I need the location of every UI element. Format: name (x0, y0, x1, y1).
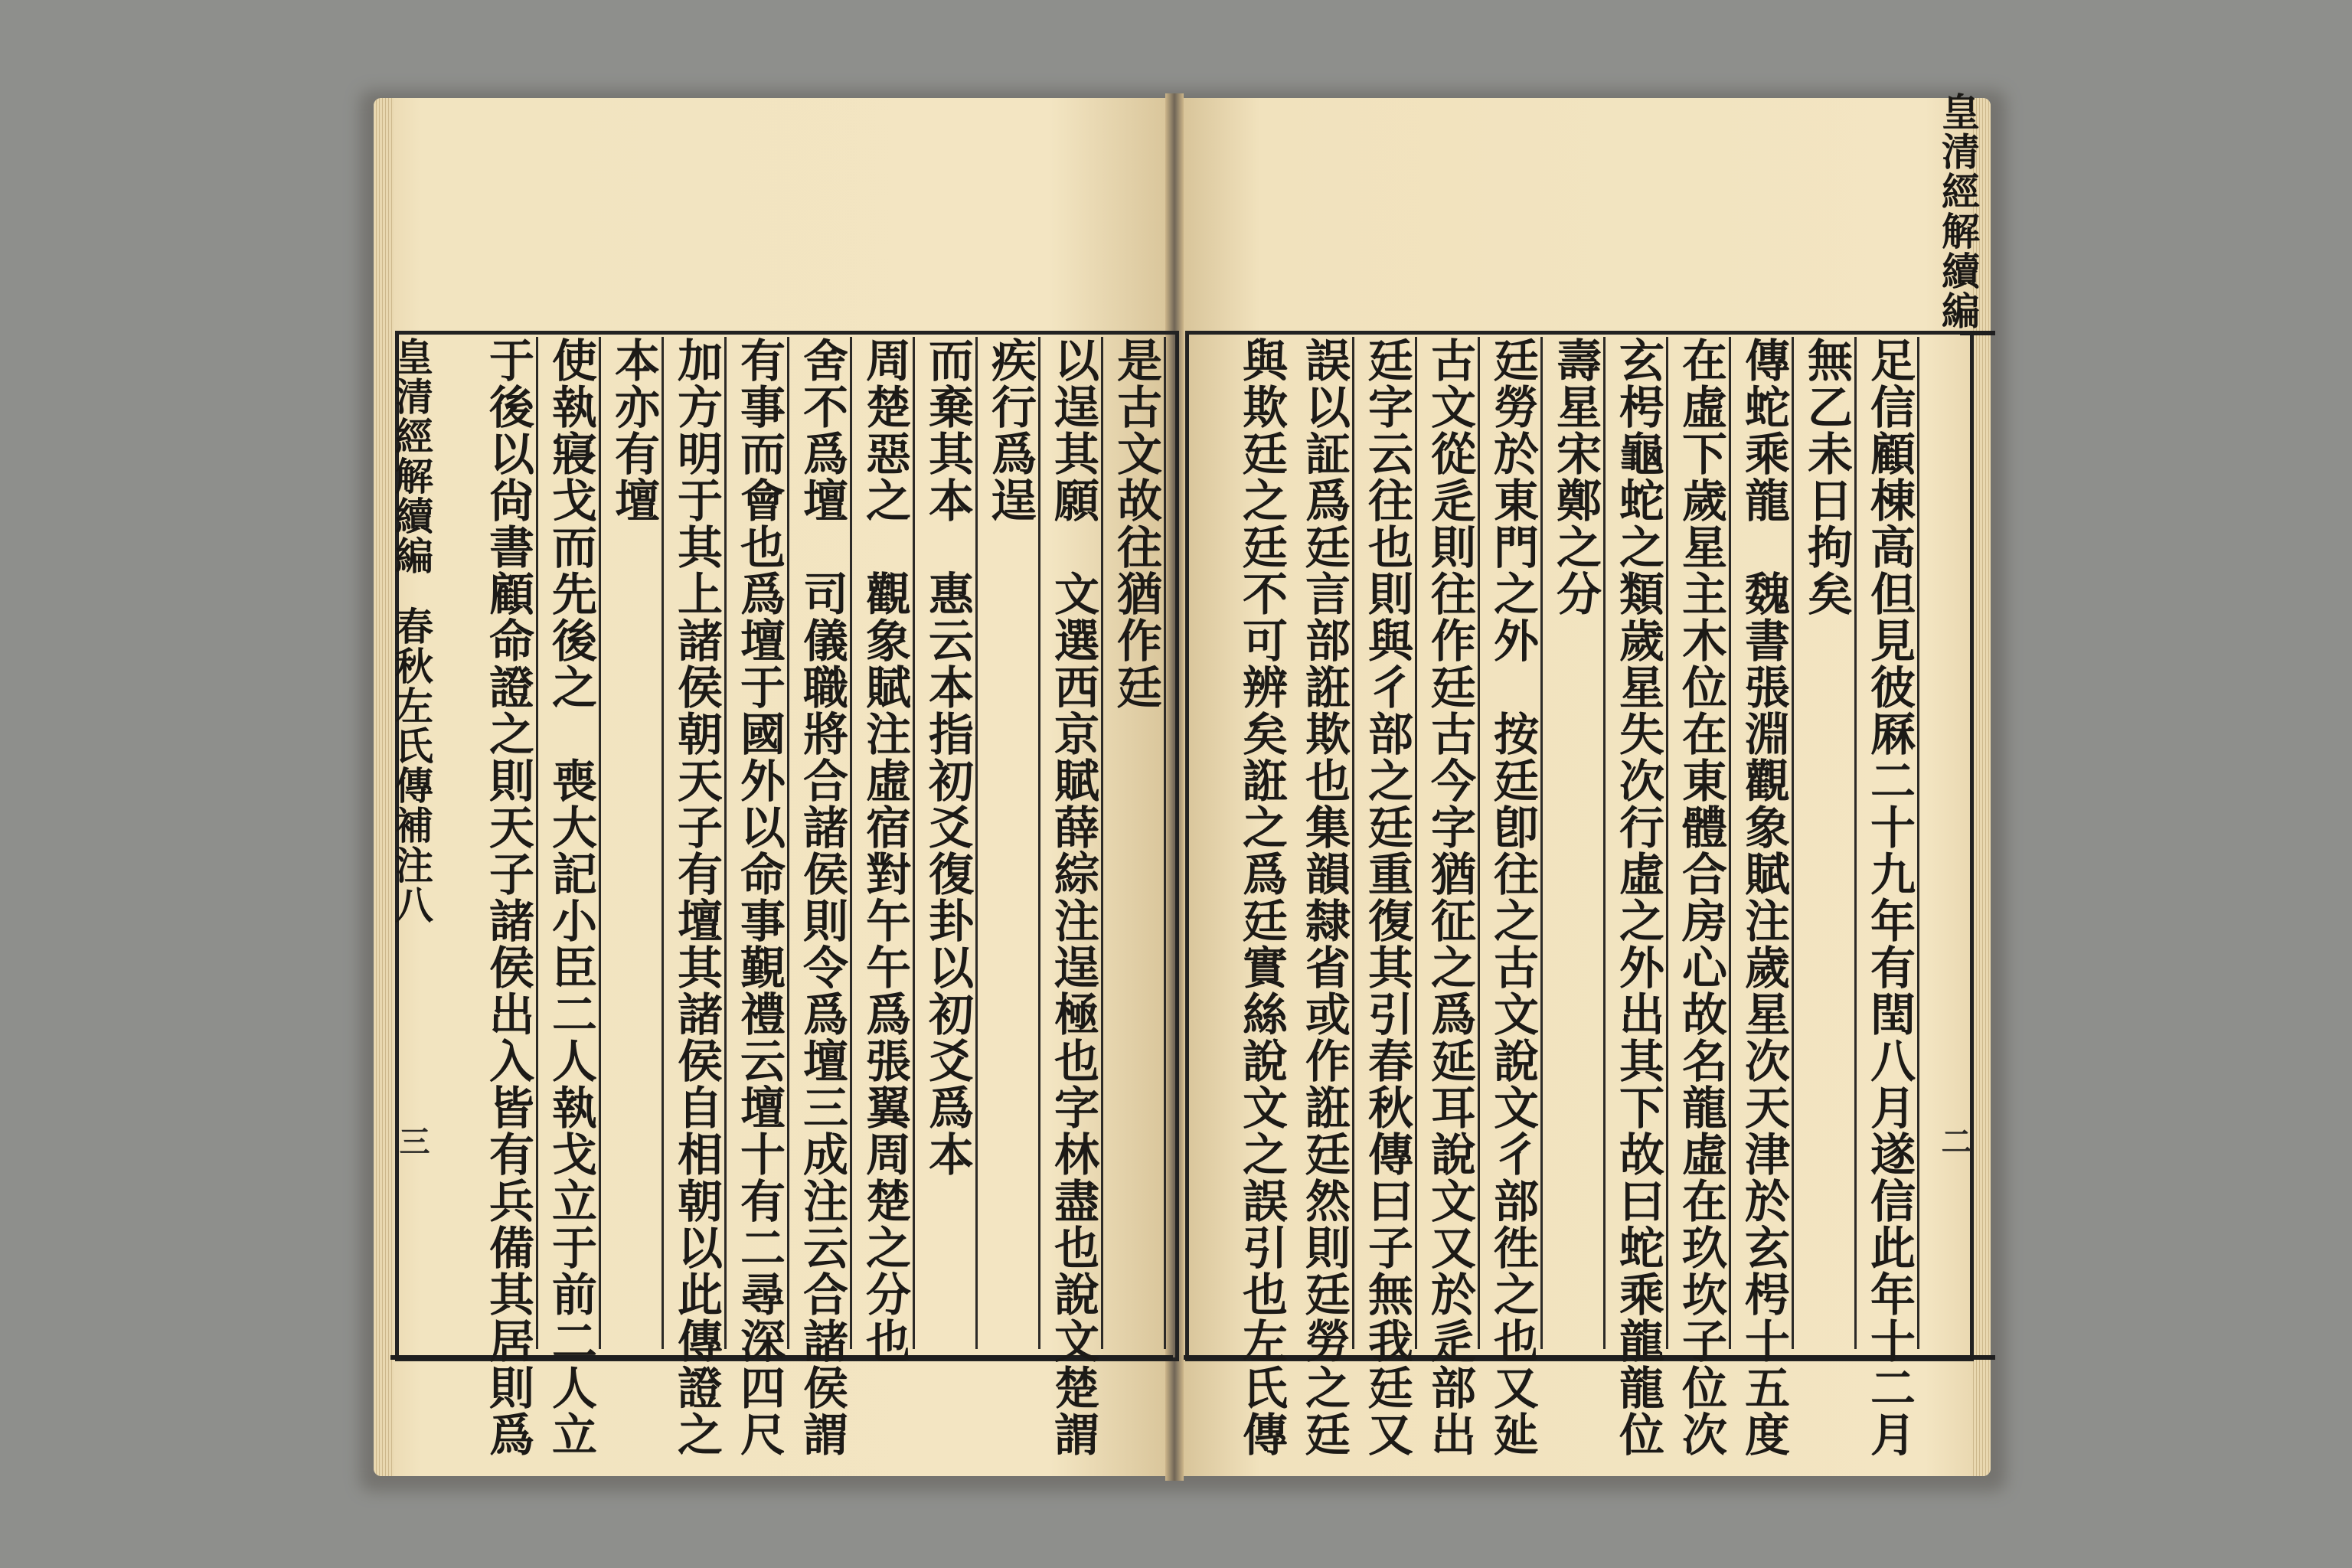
column-text: 以逞其願 文選西京賦薛綜注逞極也字林盡也說文楚謂 (1047, 337, 1099, 1458)
left-col-3 (982, 337, 1040, 1349)
right-col-11 (1233, 337, 1289, 1458)
column-text: 廷字云往也則與彳部之廷重復其引春秋傳曰子無我廷又 (1361, 337, 1413, 1458)
column-text: 本亦有壇 (607, 337, 660, 524)
right-col-3 (1735, 337, 1794, 1458)
column-text: 壽星宋鄭之分 (1549, 337, 1602, 617)
column-text: 于後以尙書顧命證之則天子諸侯出入皆有兵備其居則爲 (482, 337, 534, 1458)
column-text: 疾行爲逞 (984, 337, 1037, 524)
column-text: 無乙未日拘矣 (1800, 337, 1853, 617)
column-text: 誤以証爲廷言部誑欺也集韻隸省或作誑廷然則廷勞之廷 (1298, 337, 1351, 1458)
column-text: 加方明于其上諸侯朝天子有壇其諸侯自相朝以此傳證之 (670, 337, 723, 1458)
column-text: 傳蛇乘龍 魏書張淵觀象賦注歲星次天津於玄枵十五度 (1737, 337, 1790, 1458)
column-text: 舍不爲壇 司儀職將合諸侯則令爲壇三成注云合諸侯謂 (795, 337, 848, 1458)
column-text: 在虛下歲星主木位在東體合房心故名龍虛在玖坎子位次 (1674, 337, 1727, 1458)
right-col-6 (1547, 337, 1606, 1349)
right-col-9 (1358, 337, 1417, 1458)
left-col-10 (542, 337, 601, 1458)
right-col-7 (1484, 337, 1543, 1458)
column-text: 足信顧棟高但見彼厤二十九年有閏八月遂信此年十二月 (1863, 337, 1916, 1458)
left-col-5 (856, 337, 915, 1364)
right-col-10 (1295, 337, 1354, 1458)
column-text: 使執寢戈而先後之 喪大記小臣二人執戈立于前二人立 (544, 337, 597, 1458)
right-col-4 (1672, 337, 1731, 1458)
column-text: 周楚惡之 觀象賦注虛宿對午午爲張翼周楚之分也 (858, 337, 911, 1364)
left-col-7 (730, 337, 789, 1458)
left-col-11 (479, 337, 538, 1458)
left-margin-title: 皇清經解續編 (389, 337, 434, 576)
left-margin-section: 春秋左氏傳補注八 (389, 606, 434, 925)
left-folio: 三 (394, 1125, 430, 1156)
column-text: 與欺廷之廷不可辨矣誑之爲廷實絲說文之誤引也左氏傳 (1235, 337, 1288, 1458)
left-col-1 (1107, 337, 1166, 1349)
left-col-8 (668, 337, 727, 1458)
column-text: 是古文故往猶作廷 (1109, 337, 1162, 710)
right-col-2 (1798, 337, 1857, 1349)
column-text: 玄枵龜蛇之類歲星失次行虛之外出其下故曰蛇乘龍龍位 (1612, 337, 1664, 1458)
right-col-1 (1860, 337, 1919, 1458)
right-col-5 (1609, 337, 1668, 1458)
left-col-4 (919, 337, 978, 1349)
column-text: 廷勞於東門之外 按廷卽往之古文說文彳部徃之也又㢟 (1486, 337, 1539, 1458)
right-margin-column (1929, 92, 1981, 1104)
left-margin-column (383, 337, 434, 1349)
right-folio: 二 (1936, 1125, 1972, 1156)
column-text: 而棄其本 惠云本指初爻復卦以初爻爲本 (921, 337, 974, 1178)
left-col-2 (1044, 337, 1103, 1458)
column-text: 古文從辵則往作廷古今字猶征之爲延耳說文又於辵部出 (1423, 337, 1476, 1458)
right-col-8 (1421, 337, 1480, 1458)
right-margin-title: 皇清經解續編 (1936, 92, 1981, 331)
left-col-6 (793, 337, 852, 1458)
column-text: 有事而會也爲壇于國外以命事覲禮云壇十有二尋深四尺 (733, 337, 786, 1458)
left-col-9 (605, 337, 664, 1349)
